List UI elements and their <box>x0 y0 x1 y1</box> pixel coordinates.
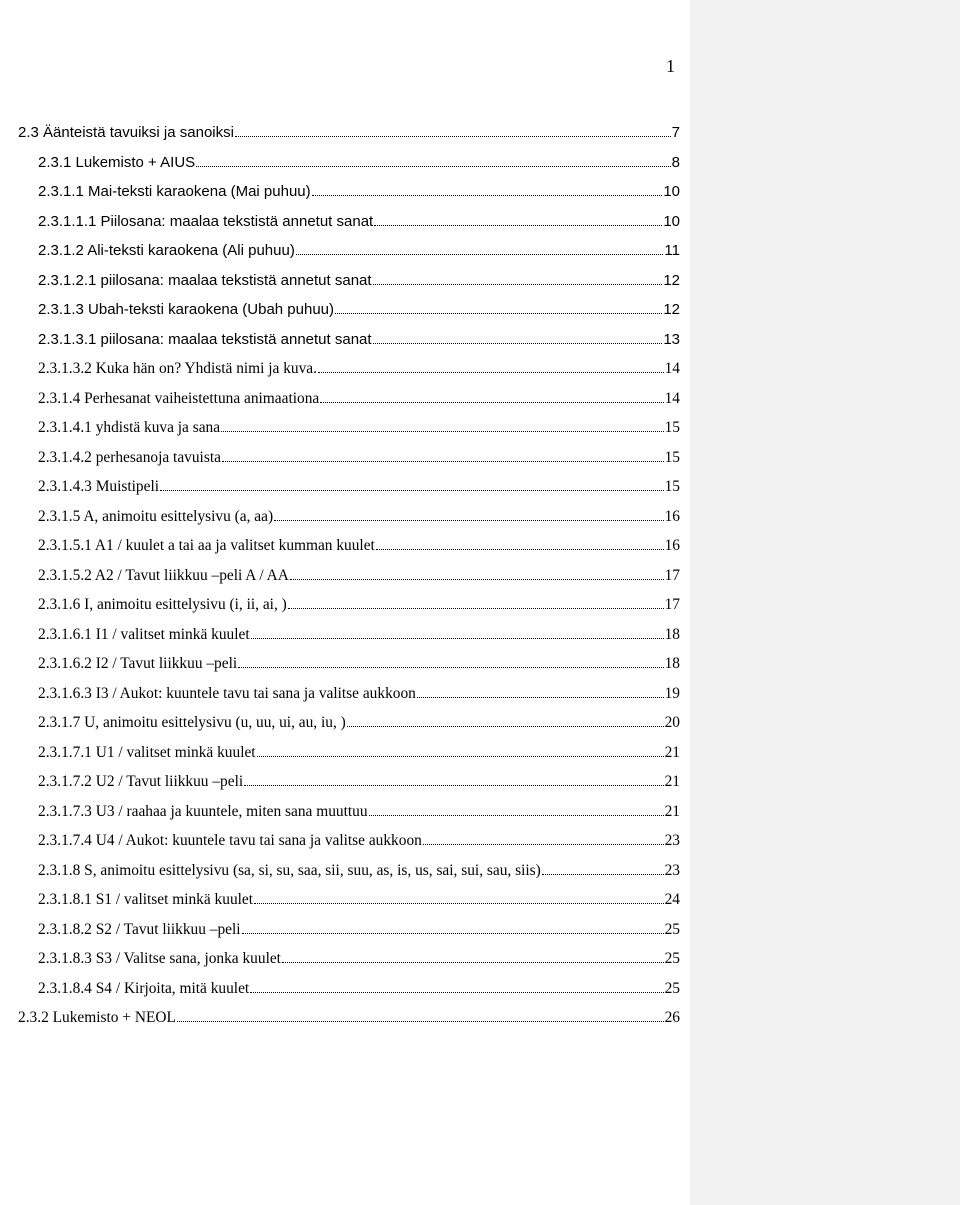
toc-dot-leader <box>320 382 663 403</box>
toc-dot-leader <box>257 736 664 757</box>
toc-dot-leader <box>282 942 664 963</box>
toc-dot-leader <box>347 706 664 727</box>
toc-entry[interactable] <box>0 883 680 913</box>
toc-entry-page: 23 <box>664 832 680 849</box>
toc-dot-leader <box>254 883 664 904</box>
toc-entry-page: 12 <box>663 301 680 318</box>
toc-entry-title: 2.3.1.1.1 Piilosana: maalaa tekstistä annetut sanat <box>38 212 374 230</box>
toc-dot-leader <box>417 677 664 698</box>
toc-dot-leader <box>238 647 663 668</box>
page-number: 1 <box>666 56 675 76</box>
toc-dot-leader <box>274 500 664 521</box>
toc-entry-title: 2.3.1.3 Ubah-teksti karaokena (Ubah puhuu) <box>38 301 335 318</box>
toc-entry[interactable] <box>0 234 680 264</box>
toc-entry[interactable] <box>0 824 680 854</box>
table-of-contents <box>0 116 680 1031</box>
toc-entry[interactable] <box>0 765 680 795</box>
toc-entry[interactable] <box>0 529 680 559</box>
toc-entry-title: 2.3.1.8.4 S4 / Kirjoita, mitä kuulet <box>38 979 250 997</box>
toc-entry[interactable] <box>0 942 680 972</box>
toc-entry[interactable] <box>0 854 680 884</box>
toc-entry[interactable] <box>0 411 680 441</box>
toc-dot-leader <box>221 411 664 432</box>
toc-entry-title: 2.3.1.6 I, animoitu esittelysivu (i, ii, ai, ) <box>38 596 287 613</box>
toc-entry-title: 2.3.1.5.1 A1 / kuulet a tai aa ja valitset kumman kuulet <box>38 537 375 554</box>
toc-entry-title: 2.3.1.8.1 S1 / valitset minkä kuulet <box>38 891 254 908</box>
toc-dot-leader <box>250 972 663 993</box>
toc-dot-leader <box>288 588 664 609</box>
toc-entry-page: 14 <box>664 389 680 407</box>
toc-entry-title: 2.3.1.3.1 piilosana: maalaa tekstistä annetut sanat <box>38 330 372 348</box>
toc-entry[interactable] <box>0 1001 680 1031</box>
toc-entry[interactable] <box>0 382 680 412</box>
toc-entry[interactable] <box>0 352 680 382</box>
toc-entry[interactable] <box>0 706 680 736</box>
toc-dot-leader <box>312 175 663 196</box>
toc-entry-page: 12 <box>663 271 680 289</box>
toc-entry[interactable] <box>0 205 680 235</box>
toc-entry-page: 18 <box>664 625 680 643</box>
toc-entry-title: 2.3.1.7.4 U4 / Aukot: kuuntele tavu tai sana ja valitse aukkoon <box>38 832 422 849</box>
toc-dot-leader <box>373 264 663 285</box>
toc-dot-leader <box>296 234 664 255</box>
toc-entry-title: 2.3.1.7 U, animoitu esittelysivu (u, uu, ui, au, iu, ) <box>38 714 346 731</box>
toc-entry[interactable] <box>0 677 680 707</box>
toc-entry-title: 2.3 Äänteistä tavuiksi ja sanoiksi <box>18 124 234 141</box>
toc-entry-title: 2.3.1.7.3 U3 / raahaa ja kuuntele, miten sana muuttuu <box>38 802 368 820</box>
toc-dot-leader <box>376 529 664 550</box>
toc-entry[interactable] <box>0 323 680 353</box>
toc-entry-page: 24 <box>664 891 680 908</box>
toc-entry-title: 2.3.1.8.2 S2 / Tavut liikkuu –peli <box>38 920 241 938</box>
toc-entry-page: 16 <box>664 537 680 554</box>
toc-entry-title: 2.3.1.4.1 yhdistä kuva ja sana <box>38 419 221 436</box>
toc-entry[interactable] <box>0 470 680 500</box>
toc-dot-leader <box>373 323 663 344</box>
toc-entry-page: 13 <box>663 330 680 348</box>
toc-entry-page: 23 <box>664 861 680 879</box>
toc-entry-page: 20 <box>664 714 680 731</box>
toc-dot-leader <box>160 470 664 491</box>
toc-entry[interactable] <box>0 441 680 471</box>
toc-dot-leader <box>335 293 662 314</box>
toc-entry[interactable] <box>0 795 680 825</box>
toc-entry-page: 21 <box>664 743 680 761</box>
toc-entry-page: 16 <box>664 507 680 525</box>
toc-entry[interactable] <box>0 736 680 766</box>
toc-entry-page: 18 <box>664 655 680 672</box>
toc-entry[interactable] <box>0 588 680 618</box>
toc-entry-title: 2.3.1.4.3 Muistipeli <box>38 478 159 495</box>
toc-entry[interactable] <box>0 264 680 294</box>
toc-entry[interactable] <box>0 500 680 530</box>
toc-entry-page: 15 <box>664 448 680 466</box>
toc-entry-page: 17 <box>664 596 680 613</box>
toc-dot-leader <box>290 559 664 580</box>
toc-entry[interactable] <box>0 116 680 146</box>
toc-entry-title: 2.3.1.7.2 U2 / Tavut liikkuu –peli <box>38 773 244 790</box>
toc-entry-page: 21 <box>664 773 680 790</box>
toc-entry[interactable] <box>0 618 680 648</box>
toc-entry-page: 11 <box>664 242 680 259</box>
toc-dot-leader <box>369 795 664 816</box>
toc-dot-leader <box>423 824 664 845</box>
toc-entry-title: 2.3.1.1 Mai-teksti karaokena (Mai puhuu) <box>38 183 311 200</box>
toc-entry-title: 2.3.1.8.3 S3 / Valitse sana, jonka kuulet <box>38 950 281 967</box>
toc-entry-title: 2.3.1.4.2 perhesanoja tavuista <box>38 448 221 466</box>
toc-entry-title: 2.3.1.7.1 U1 / valitset minkä kuulet <box>38 743 256 761</box>
toc-entry-title: 2.3.2 Lukemisto + NEOL <box>18 1009 176 1026</box>
toc-dot-leader <box>222 441 664 462</box>
toc-entry-page: 7 <box>671 124 680 141</box>
toc-dot-leader <box>196 146 670 167</box>
toc-entry-page: 21 <box>664 802 680 820</box>
toc-dot-leader <box>177 1001 664 1022</box>
toc-entry-title: 2.3.1.6.3 I3 / Aukot: kuuntele tavu tai sana ja valitse aukkoon <box>38 684 416 702</box>
toc-dot-leader <box>244 765 663 786</box>
toc-dot-leader <box>318 352 664 373</box>
toc-entry[interactable] <box>0 647 680 677</box>
toc-entry-title: 2.3.1 Lukemisto + AIUS <box>38 153 196 171</box>
toc-entry-page: 25 <box>664 950 680 967</box>
comment-margin <box>690 0 960 1205</box>
toc-entry[interactable] <box>0 972 680 1002</box>
toc-entry[interactable] <box>0 913 680 943</box>
toc-dot-leader <box>242 913 664 934</box>
toc-entry[interactable] <box>0 146 680 176</box>
toc-dot-leader <box>251 618 664 639</box>
toc-entry-page: 14 <box>664 360 680 377</box>
toc-entry-page: 17 <box>664 566 680 584</box>
toc-entry-page: 8 <box>671 153 680 171</box>
toc-entry-page: 19 <box>664 684 680 702</box>
toc-entry-page: 25 <box>664 979 680 997</box>
toc-entry-title: 2.3.1.5 A, animoitu esittelysivu (a, aa) <box>38 507 274 525</box>
toc-entry-page: 15 <box>664 478 680 495</box>
toc-entry-title: 2.3.1.5.2 A2 / Tavut liikkuu –peli A / AA <box>38 566 289 584</box>
toc-entry-page: 26 <box>664 1009 680 1026</box>
toc-entry-title: 2.3.1.6.2 I2 / Tavut liikkuu –peli <box>38 655 238 672</box>
toc-entry-title: 2.3.1.6.1 I1 / valitset minkä kuulet <box>38 625 250 643</box>
toc-entry-title: 2.3.1.8 S, animoitu esittelysivu (sa, si, su, saa, sii, suu, as, is, us, sai, sui, sau, siis) <box>38 861 541 879</box>
toc-dot-leader <box>235 116 671 137</box>
toc-entry-title: 2.3.1.2 Ali-teksti karaokena (Ali puhuu) <box>38 242 295 259</box>
toc-dot-leader <box>542 854 664 875</box>
toc-entry-page: 25 <box>664 920 680 938</box>
toc-entry-title: 2.3.1.2.1 piilosana: maalaa tekstistä annetut sanat <box>38 271 372 289</box>
toc-entry[interactable] <box>0 559 680 589</box>
toc-entry-title: 2.3.1.4 Perhesanat vaiheistettuna animaationa <box>38 389 320 407</box>
toc-entry-page: 10 <box>663 183 680 200</box>
toc-entry-page: 15 <box>664 419 680 436</box>
toc-dot-leader <box>374 205 662 226</box>
toc-entry[interactable] <box>0 293 680 323</box>
toc-entry[interactable] <box>0 175 680 205</box>
toc-entry-page: 10 <box>663 212 680 230</box>
toc-entry-title: 2.3.1.3.2 Kuka hän on? Yhdistä nimi ja kuva. <box>38 360 317 377</box>
